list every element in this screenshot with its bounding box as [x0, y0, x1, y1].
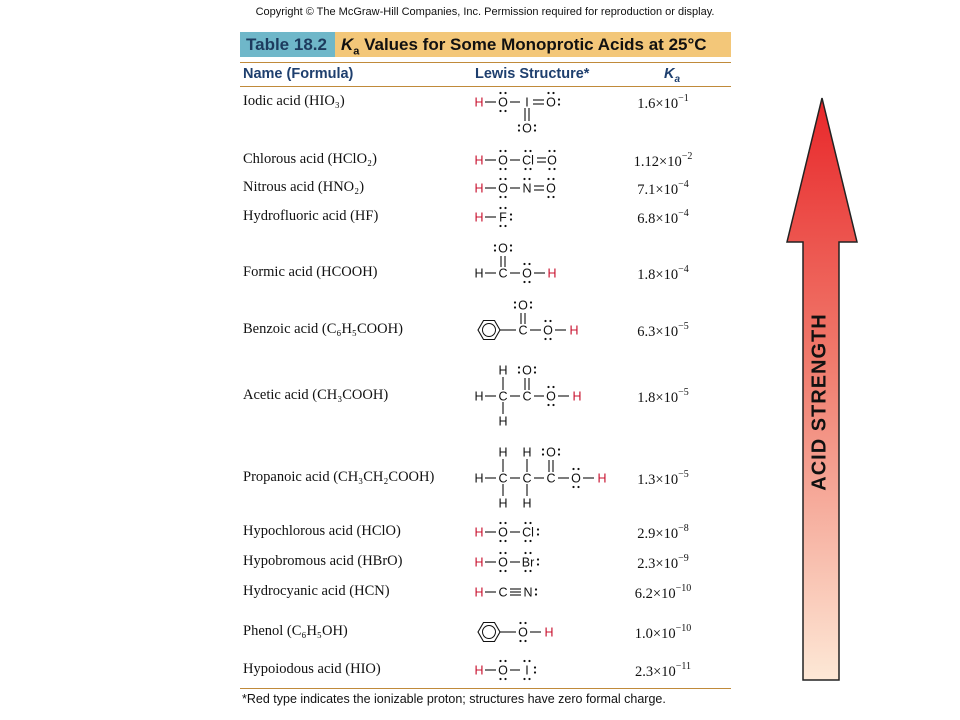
acid-name: Phenol (C₆H₅OH): [243, 623, 348, 639]
lone-pair: [499, 522, 501, 524]
ionizable-proton: H: [474, 153, 484, 168]
lone-pair: [544, 338, 546, 340]
ka-exponent: −5: [678, 469, 689, 480]
acid-name: Hypobromous acid (HBrO): [243, 553, 403, 569]
acid-strength-label: ACID STRENGTH: [808, 313, 831, 491]
ka-exponent: −8: [678, 523, 689, 534]
ionizable-proton: H: [544, 625, 554, 640]
lone-pair: [519, 622, 521, 624]
lone-pair: [537, 563, 539, 565]
atom-symbol: H: [498, 363, 508, 378]
lone-pair: [499, 660, 501, 662]
table-title-k-sub: a: [353, 45, 360, 57]
lone-pair: [534, 124, 536, 126]
ionizable-proton: H: [572, 389, 582, 404]
lone-pair: [529, 552, 531, 554]
atom-symbol: O: [522, 266, 532, 281]
ka-mantissa: 2.9×10: [637, 526, 679, 542]
acid-name: Formic acid (HCOOH): [243, 264, 378, 280]
ka-mantissa: 1.3×10: [637, 472, 679, 488]
table-title-text: Values for Some Monoprotic Acids at 25°C: [359, 35, 707, 54]
table-title-k: K: [340, 35, 354, 54]
lone-pair: [504, 92, 506, 94]
lone-pair: [547, 196, 549, 198]
acid-name: Hypochlorous acid (HClO): [243, 523, 401, 539]
lone-pair: [547, 404, 549, 406]
ionizable-proton: H: [474, 210, 484, 225]
lone-pair: [504, 225, 506, 227]
atom-symbol: O: [518, 625, 528, 640]
lone-pair: [534, 671, 536, 673]
lone-pair: [524, 540, 526, 542]
lone-pair: [537, 533, 539, 535]
atom-symbol: O: [522, 363, 532, 378]
aromatic-circle: [483, 626, 496, 639]
ka-mantissa: 6.2×10: [634, 586, 676, 602]
lone-pair: [558, 98, 560, 100]
ka-exponent: −9: [678, 553, 689, 564]
lone-pair: [510, 244, 512, 246]
lone-pair: [549, 320, 551, 322]
lone-pair: [499, 552, 501, 554]
atom-symbol: C: [522, 471, 532, 486]
lone-pair: [542, 448, 544, 450]
atom-symbol: Br: [521, 555, 535, 570]
atom-symbol: O: [498, 555, 508, 570]
atom-symbol: N: [522, 181, 532, 196]
lone-pair: [529, 522, 531, 524]
lone-pair: [524, 622, 526, 624]
table-number: Table 18.2: [240, 32, 335, 57]
copyright-notice: Copyright © The McGraw-Hill Companies, Inc. Permission required for reproduction or display.: [255, 6, 715, 18]
lone-pair: [504, 178, 506, 180]
atom-symbol: O: [498, 95, 508, 110]
lone-pair: [504, 660, 506, 662]
lone-pair: [504, 168, 506, 170]
ka-exponent: −4: [678, 264, 689, 275]
atom-symbol: O: [498, 525, 508, 540]
lone-pair: [519, 640, 521, 642]
lone-pair: [552, 92, 554, 94]
atom-symbol: O: [522, 121, 532, 136]
acid-name: Iodic acid (HIO₃): [243, 93, 345, 109]
ionizable-proton: H: [597, 471, 607, 486]
atom-symbol: N: [523, 585, 533, 600]
atom-symbol: I: [525, 663, 529, 678]
lone-pair: [534, 371, 536, 373]
atom-symbol: O: [546, 445, 556, 460]
atom-symbol: H: [498, 414, 508, 429]
column-header-ka-k: K: [664, 66, 675, 82]
atom-symbol: O: [546, 181, 556, 196]
acid-name: Hydrofluoric acid (HF): [243, 208, 379, 224]
atom-symbol: H: [474, 389, 484, 404]
lone-pair: [552, 386, 554, 388]
atom-symbol: O: [498, 663, 508, 678]
lone-pair: [542, 453, 544, 455]
lone-pair: [534, 366, 536, 368]
lone-pair: [499, 225, 501, 227]
lone-pair: [499, 207, 501, 209]
lone-pair: [537, 558, 539, 560]
lone-pair: [528, 660, 530, 662]
lone-pair: [510, 213, 512, 215]
lone-pair: [518, 124, 520, 126]
ka-mantissa: 6.8×10: [637, 211, 679, 227]
lone-pair: [558, 453, 560, 455]
ionizable-proton: H: [474, 585, 484, 600]
column-header-lewis: Lewis Structure*: [475, 66, 590, 82]
atom-symbol: O: [498, 153, 508, 168]
atom-symbol: F: [499, 210, 507, 225]
atom-symbol: H: [498, 496, 508, 511]
atom-symbol: H: [498, 445, 508, 460]
lone-pair: [572, 486, 574, 488]
lone-pair: [553, 168, 555, 170]
lone-pair: [547, 178, 549, 180]
ionizable-proton: H: [474, 555, 484, 570]
column-header-ka-sub: a: [674, 73, 681, 85]
atom-symbol: H: [474, 266, 484, 281]
atom-symbol: C: [518, 323, 528, 338]
atom-symbol: O: [571, 471, 581, 486]
atom-symbol: H: [522, 445, 532, 460]
lone-pair: [528, 263, 530, 265]
lone-pair: [499, 678, 501, 680]
lone-pair: [558, 103, 560, 105]
footer-rule: [240, 688, 731, 689]
lone-pair: [518, 366, 520, 368]
lone-pair: [552, 404, 554, 406]
lone-pair: [499, 150, 501, 152]
lone-pair: [499, 540, 501, 542]
atom-symbol: C: [522, 389, 532, 404]
lone-pair: [529, 150, 531, 152]
lone-pair: [552, 196, 554, 198]
lone-pair: [504, 150, 506, 152]
acid-name: Hydrocyanic acid (HCN): [243, 583, 390, 599]
ka-mantissa: 2.3×10: [634, 664, 676, 680]
lone-pair: [544, 320, 546, 322]
atom-symbol: Cl: [522, 525, 534, 540]
lone-pair: [499, 178, 501, 180]
lone-pair: [499, 168, 501, 170]
ka-exponent: −4: [678, 179, 689, 190]
ionizable-proton: H: [569, 323, 579, 338]
lone-pair: [504, 207, 506, 209]
acid-name: Hypoiodous acid (HIO): [243, 661, 381, 677]
ka-exponent: −5: [678, 321, 689, 332]
atom-symbol: O: [546, 389, 556, 404]
lone-pair: [514, 306, 516, 308]
atom-symbol: O: [546, 95, 556, 110]
ka-mantissa: 1.12×10: [633, 154, 682, 170]
lone-pair: [504, 540, 506, 542]
ka-exponent: −5: [678, 387, 689, 398]
ka-exponent: −11: [675, 661, 692, 672]
lone-pair: [499, 92, 501, 94]
ka-exponent: −10: [675, 583, 692, 594]
atom-symbol: C: [498, 266, 508, 281]
acid-name: Propanoic acid (CH₃CH₂COOH): [243, 469, 435, 485]
lone-pair: [524, 570, 526, 572]
ka-mantissa: 7.1×10: [637, 182, 679, 198]
lone-pair: [499, 110, 501, 112]
ionizable-proton: H: [474, 525, 484, 540]
lone-pair: [548, 168, 550, 170]
lone-pair: [547, 386, 549, 388]
lone-pair: [529, 168, 531, 170]
lone-pair: [558, 448, 560, 450]
atom-symbol: O: [498, 241, 508, 256]
lone-pair: [523, 178, 525, 180]
atom-symbol: Cl: [522, 153, 534, 168]
lone-pair: [534, 666, 536, 668]
atom-symbol: O: [518, 298, 528, 313]
ka-exponent: −4: [678, 208, 689, 219]
lone-pair: [499, 196, 501, 198]
lone-pair: [494, 244, 496, 246]
lone-pair: [528, 178, 530, 180]
atom-symbol: O: [547, 153, 557, 168]
lone-pair: [529, 570, 531, 572]
lone-pair: [572, 468, 574, 470]
lone-pair: [535, 588, 537, 590]
footnote: *Red type indicates the ionizable proton; structures have zero formal charge.: [242, 692, 666, 706]
lone-pair: [547, 92, 549, 94]
lone-pair: [504, 570, 506, 572]
lone-pair: [534, 129, 536, 131]
ionizable-proton: H: [474, 663, 484, 678]
lone-pair: [518, 371, 520, 373]
lone-pair: [524, 640, 526, 642]
lone-pair: [530, 301, 532, 303]
acid-name: Benzoic acid (C₆H₅COOH): [243, 321, 403, 337]
ka-mantissa: 6.3×10: [637, 324, 679, 340]
ionizable-proton: H: [474, 181, 484, 196]
ka-mantissa: 1.8×10: [637, 267, 679, 283]
atom-symbol: C: [498, 389, 508, 404]
lone-pair: [529, 540, 531, 542]
acid-name: Chlorous acid (HClO₂): [243, 151, 377, 167]
ka-exponent: −10: [675, 623, 692, 634]
atom-symbol: C: [498, 585, 508, 600]
lone-pair: [524, 168, 526, 170]
ionizable-proton: H: [547, 266, 557, 281]
ka-mantissa: 1.8×10: [637, 390, 679, 406]
lone-pair: [553, 150, 555, 152]
lone-pair: [514, 301, 516, 303]
lone-pair: [504, 552, 506, 554]
lone-pair: [524, 552, 526, 554]
ka-mantissa: 1.0×10: [634, 626, 676, 642]
lone-pair: [524, 150, 526, 152]
atom-symbol: O: [498, 181, 508, 196]
lone-pair: [523, 660, 525, 662]
lone-pair: [537, 528, 539, 530]
ka-exponent: −2: [681, 151, 693, 162]
atom-symbol: C: [546, 471, 556, 486]
acid-name: Nitrous acid (HNO₂): [243, 179, 365, 195]
lone-pair: [548, 150, 550, 152]
lone-pair: [577, 486, 579, 488]
lone-pair: [549, 338, 551, 340]
lone-pair: [518, 129, 520, 131]
lone-pair: [528, 678, 530, 680]
lone-pair: [528, 281, 530, 283]
column-header-name: Name (Formula): [243, 66, 354, 82]
atom-symbol: O: [543, 323, 553, 338]
lone-pair: [499, 570, 501, 572]
lone-pair: [523, 678, 525, 680]
atom-symbol: C: [498, 471, 508, 486]
ionizable-proton: H: [474, 95, 484, 110]
lone-pair: [523, 263, 525, 265]
lone-pair: [577, 468, 579, 470]
ka-exponent: −1: [678, 93, 689, 104]
atom-symbol: H: [474, 471, 484, 486]
lone-pair: [530, 306, 532, 308]
lone-pair: [494, 249, 496, 251]
lone-pair: [552, 178, 554, 180]
lone-pair: [510, 249, 512, 251]
lone-pair: [523, 281, 525, 283]
acid-name: Acetic acid (CH₃COOH): [243, 387, 389, 403]
lone-pair: [524, 522, 526, 524]
lone-pair: [504, 678, 506, 680]
ka-mantissa: 1.6×10: [637, 96, 679, 112]
aromatic-circle: [483, 324, 496, 337]
atom-symbol: H: [522, 496, 532, 511]
lone-pair: [504, 110, 506, 112]
lone-pair: [535, 593, 537, 595]
ka-mantissa: 2.3×10: [637, 556, 679, 572]
lone-pair: [504, 196, 506, 198]
lone-pair: [510, 218, 512, 220]
atom-symbol: I: [525, 95, 529, 110]
lone-pair: [504, 522, 506, 524]
